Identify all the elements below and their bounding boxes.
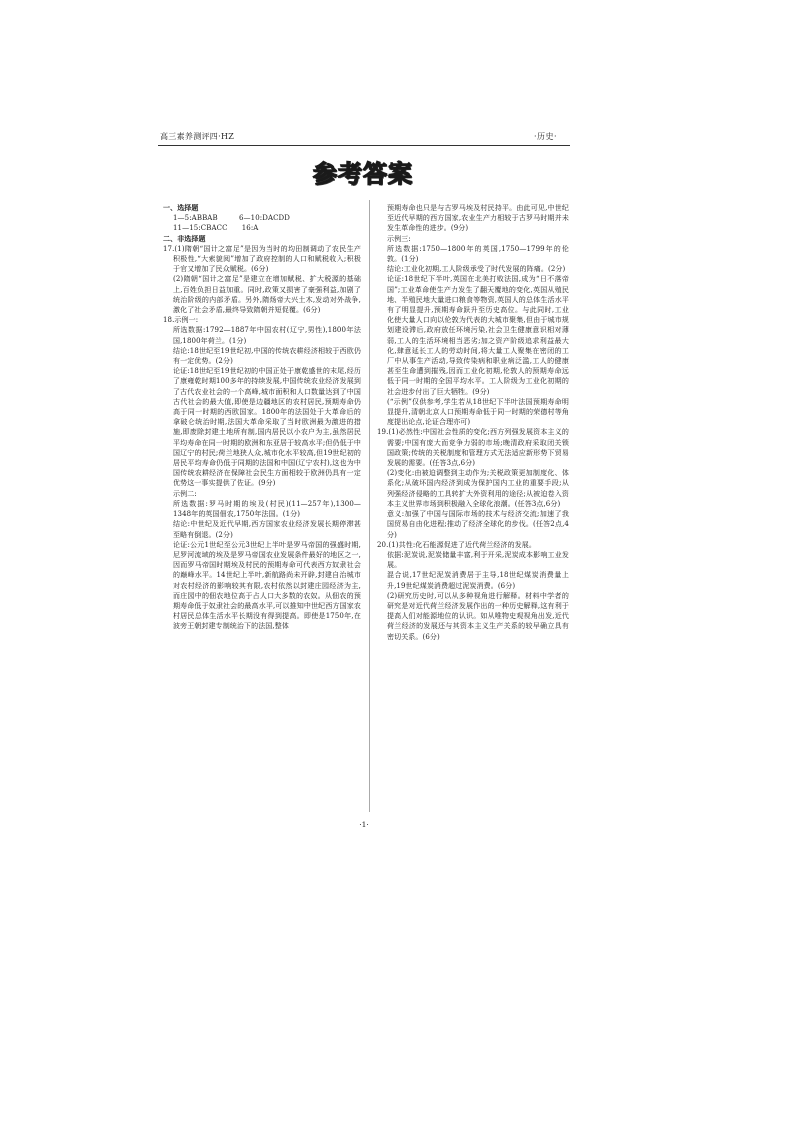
page-number: ·1· bbox=[359, 820, 369, 829]
question-20-mixed: 混合说,17世纪泥炭消费居于主导,18世纪煤炭消费量上升,19世纪煤炭消费超过泥炭消费。(6分) bbox=[387, 571, 569, 590]
example-3-data: 所选数据:1750—1800年的英国,1750—1799年的伦敦。(1分) bbox=[387, 244, 569, 264]
example-1-data: 所选数据:1792—1887年中国农村(辽宁,男性),1800年法国,1800年荷兰。(1分) bbox=[173, 326, 361, 345]
header-subject: ·历史· bbox=[534, 132, 558, 141]
example-2-conclusion: 结论:中世纪及近代早期,西方国家农业经济发展长期停滞甚至略有倒退。(2分) bbox=[173, 520, 361, 539]
answer-line: 1—5:ABBAB 6—10:DACDD bbox=[173, 214, 290, 223]
example-2-heading: 示例二: bbox=[173, 489, 197, 498]
question-19-part-1: 19.(1)必然性:中国社会性质的变化;西方列强发展资本主义的需要;中国有庞大而竞争力弱的市场;晚清政府采取闭关锁国政策;传统的关税制度和管理方式无法适应新形势下贸易发展的需要。(任答3点,6分) bbox=[377, 428, 569, 468]
example-3-argument: 论证:18世纪下半叶,英国在北美打败法国,成为“日不落帝国”;工业革命使生产力发生了翻天覆地的变化,英国从殖民地、半殖民地大量进口粮食等物资,英国人的总体生活水平有了明显提升,预期寿命跃升至历史高位。与此同时,工业化使大量人口向以伦敦为代表的大城市聚集,但由于城市规划建设滞后,政府放任环境污染,社会卫生健康意识相对薄弱,工人的生活环境相当恶劣;加之资产阶级追求利益最大化,肆意延长工人的劳动时间,将大量工人聚集在密闭的工厂中从事生产活动,导致传染病和职业病泛滥,工人的健康甚至生命遭到摧残,因而工业化初期,伦敦人的预期寿命远低于同一时期的全国平均水平。工人阶级为工业化初期的社会进步付出了巨大牺牲。(9分) bbox=[387, 275, 569, 396]
column-divider bbox=[369, 200, 370, 812]
example-note: (“示例”仅供参考,学生若从18世纪下半叶法国预期寿命明显提升,清朝北京人口预期寿命低于同一时期的荣德村等角度提出论点,论证合理亦可) bbox=[387, 397, 569, 427]
question-19-part-2: (2)变化:由被迫调整到主动作为;关税政策更加制度化、体系化;从破坏国内经济到成为保护国内工业的重要手段;从列强经济侵略的工具转扩大外资利用的途径;从被迫卷入资本主义世界市场到积极融入全球化浪潮。(任答3点,6分) bbox=[387, 469, 569, 508]
example-3-conclusion: 结论:工业化初期,工人阶级承受了时代发展的阵痛。(2分) bbox=[387, 265, 566, 274]
section-heading-choice: 一、选择题 bbox=[163, 203, 199, 212]
example-2-data: 所选数据:罗马时期的埃及(村民)(11—257年),1300—1348年的英国佃农,1750年法国。(1分) bbox=[173, 499, 361, 519]
example-2-argument: 论证:公元1世纪至公元3世纪上半叶是罗马帝国的强盛时期,尼罗河流域的埃及是罗马帝国农业发展条件最好的地区之一,因而罗马帝国时期埃及村民的预期寿命可代表西方奴隶社会的巅峰水平。14世纪上半叶,新航路尚未开辟,封建自治城市对农村经济的影响较其有限,农村依然以封建庄园经济为主,而庄园中的佃农地位高于占人口大多数的农奴。从佃农的预期寿命低于奴隶社会的最高水平,可以推知中世纪西方国家农村居民总体生活水平长期没有得到提高。即使是1750年,在波旁王朝封建专制统治下的法国,整体 bbox=[173, 540, 361, 631]
left-column bbox=[163, 203, 361, 632]
example-1-conclusion: 结论:18世纪至19世纪初,中国的传统农耕经济相较于西欧仍有一定优势。(2分) bbox=[173, 346, 361, 366]
page-title: 参考答案 bbox=[313, 160, 413, 188]
question-20-part-2: (2)研究历史时,可以从多种视角进行解释。材料中学者的研究是对近代荷兰经济发展作出的一种历史解释,这有利于提高人们对能源地位的认识。如从唯物史观视角出发,近代荷兰经济的发展还与其资本主义生产关系的较早确立具有密切关系。(6分) bbox=[387, 591, 569, 641]
question-18-example-1-heading: 18.示例一: bbox=[163, 316, 199, 325]
right-column bbox=[377, 203, 569, 642]
section-heading-nonchoice: 二、非选择题 bbox=[163, 233, 206, 243]
question-17-part-2: (2)隋朝“国计之富足”是建立在增加赋税、扩大税源的基础上,百姓负担日益加重。同时,政策又损害了豪强利益,加剧了统治阶级的内部矛盾。另外,隋炀帝大兴土木,发动对外战争,激化了社会矛盾,最终导致隋朝并短促覆。(6分) bbox=[173, 275, 361, 315]
answer-line: 11—15:CBACC 16:A bbox=[173, 224, 259, 233]
question-20-part-1: 20.(1)共性:化石能源促进了近代荷兰经济的发展。 bbox=[377, 540, 537, 549]
example-2-argument-continued: 预期寿命也只是与古罗马埃及村民持平。由此可见,中世纪至近代早期的西方国家,农业生产力相较于古罗马时期并未发生革命性的进步。(9分) bbox=[387, 204, 569, 233]
example-3-heading: 示例三: bbox=[387, 234, 411, 243]
header-exam-name: 高三素养测评四·HZ bbox=[160, 132, 235, 141]
example-1-argument: 论证:18世纪至19世纪初的中国正处于康乾盛世的末尾,经历了康雍乾时期100多年的持续发展,中国传统农业经济发展到了古代农业社会的一个高峰,城市面积和人口数量达到了中国古代社会的最大值,即使是边疆地区的农村居民,预期寿命仍高于同一时期的西欧国家。1800年的法国处于大革命后的拿破仑统治时期,法国大革命采取了当时欧洲最为激进的措施,即废除封建土地所有制,国内居民以小农户为主,虽然居民平均寿命在同一时期的欧洲和东亚居于较高水平;但仍低于中国辽宁的村民;荷兰地狭人众,城市化水平较高,但19世纪初的居民平均寿命仍低于同期的法国和中国(辽宁农村),这也为中国传统农耕经济在保障社会民生方面相较于欧洲仍具有一定优势这一事实提供了佐证。(9分) bbox=[173, 367, 361, 488]
question-20-basis: 依据:泥炭说,泥炭储量丰富,利于开采,泥炭成本影响工业发展。 bbox=[387, 550, 569, 570]
header-divider bbox=[158, 145, 570, 146]
question-19-significance: 意义:加强了中国与国际市场的技术与经济交流;加速了我国贸易自由化进程;推动了经济全球化的步伐。(任答2点,4分) bbox=[387, 510, 569, 539]
question-17-part-1: 17.(1)隋朝“国计之富足”是因为当时的均田制调动了农民生产积极性,“大索貌阅”增加了政府控制的人口和赋税收入;积极于官又增加了民众赋税。(6分) bbox=[163, 244, 361, 274]
